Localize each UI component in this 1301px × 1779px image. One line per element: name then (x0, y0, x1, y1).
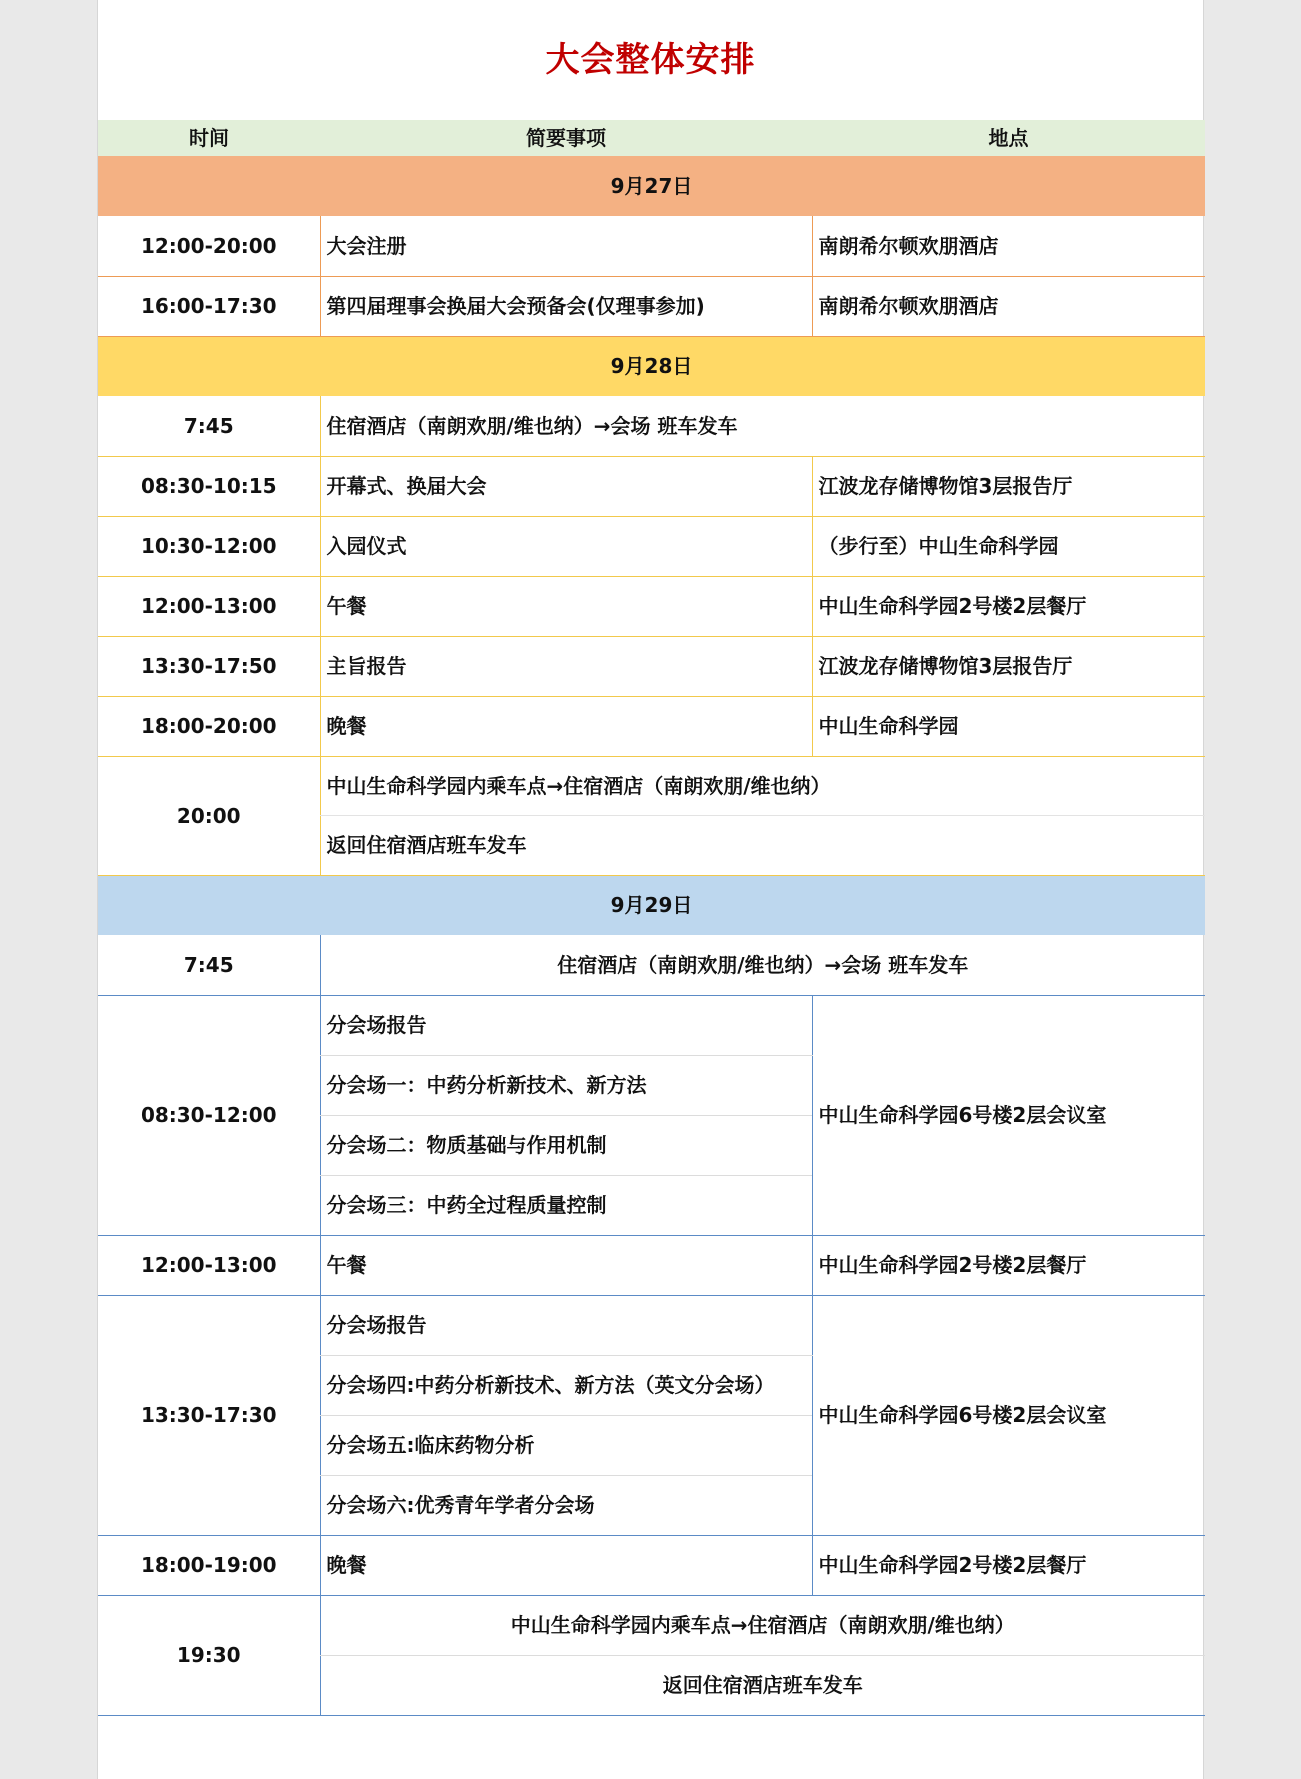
table-row (98, 516, 1205, 576)
page-title: 大会整体安排 (545, 40, 756, 80)
date-label: 9月29日 (98, 875, 1205, 935)
row-item-line: 中山生命科学园内乘车点→住宿酒店（南朗欢朋/维也纳） (320, 1595, 1205, 1655)
row-item-line: 返回住宿酒店班车发车 (320, 815, 1205, 875)
row-location: 中山生命科学园2号楼2层餐厅 (812, 1235, 1205, 1295)
row-location: 江波龙存储博物馆3层报告厅 (812, 636, 1205, 696)
row-item-line: 分会场六:优秀青年学者分会场 (320, 1475, 812, 1535)
row-location: 南朗希尔顿欢朋酒店 (812, 276, 1205, 336)
row-item: 午餐 (320, 1235, 812, 1295)
schedule-table (98, 120, 1205, 1716)
table-row (98, 756, 1205, 815)
date-row (98, 875, 1205, 935)
row-location: 中山生命科学园6号楼2层会议室 (812, 1295, 1205, 1535)
row-time: 19:30 (98, 1595, 320, 1715)
row-time: 7:45 (98, 935, 320, 995)
row-item: 晚餐 (320, 696, 812, 756)
row-time: 12:00-13:00 (98, 576, 320, 636)
row-item: 第四届理事会换届大会预备会(仅理事参加) (320, 276, 812, 336)
row-time: 7:45 (98, 396, 320, 456)
row-item-line: 分会场五:临床药物分析 (320, 1415, 812, 1475)
table-row (98, 576, 1205, 636)
row-time: 08:30-10:15 (98, 456, 320, 516)
row-item: 午餐 (320, 576, 812, 636)
schedule-page (97, 0, 1204, 1779)
header-location: 地点 (812, 120, 1205, 156)
row-item-line: 分会场一：中药分析新技术、新方法 (320, 1055, 812, 1115)
row-time: 12:00-20:00 (98, 216, 320, 276)
row-time: 13:30-17:30 (98, 1295, 320, 1535)
row-time: 13:30-17:50 (98, 636, 320, 696)
date-row (98, 336, 1205, 396)
row-location: （步行至）中山生命科学园 (812, 516, 1205, 576)
header-item: 简要事项 (320, 120, 812, 156)
date-label: 9月27日 (98, 156, 1205, 216)
table-row (98, 935, 1205, 995)
row-item-line: 中山生命科学园内乘车点→住宿酒店（南朗欢朋/维也纳） (320, 756, 1205, 815)
table-row (98, 696, 1205, 756)
row-item: 晚餐 (320, 1535, 812, 1595)
row-item: 主旨报告 (320, 636, 812, 696)
table-row (98, 995, 1205, 1055)
row-location: 中山生命科学园 (812, 696, 1205, 756)
row-item: 入园仪式 (320, 516, 812, 576)
row-time: 08:30-12:00 (98, 995, 320, 1235)
row-item-line: 分会场四:中药分析新技术、新方法（英文分会场） (320, 1355, 812, 1415)
row-time: 20:00 (98, 756, 320, 875)
table-row (98, 396, 1205, 456)
table-row (98, 276, 1205, 336)
row-time: 18:00-19:00 (98, 1535, 320, 1595)
table-row (98, 1235, 1205, 1295)
table-row (98, 216, 1205, 276)
row-item-line: 分会场报告 (320, 1295, 812, 1355)
row-item: 住宿酒店（南朗欢朋/维也纳）→会场 班车发车 (320, 396, 1205, 456)
table-row (98, 456, 1205, 516)
row-location: 南朗希尔顿欢朋酒店 (812, 216, 1205, 276)
row-item-line: 分会场三：中药全过程质量控制 (320, 1175, 812, 1235)
row-item: 大会注册 (320, 216, 812, 276)
row-time: 18:00-20:00 (98, 696, 320, 756)
row-item-line: 分会场二：物质基础与作用机制 (320, 1115, 812, 1175)
row-location: 中山生命科学园2号楼2层餐厅 (812, 576, 1205, 636)
row-item-line: 分会场报告 (320, 995, 812, 1055)
row-item: 住宿酒店（南朗欢朋/维也纳）→会场 班车发车 (320, 935, 1205, 995)
row-location: 中山生命科学园2号楼2层餐厅 (812, 1535, 1205, 1595)
table-row (98, 1295, 1205, 1355)
table-row (98, 1535, 1205, 1595)
row-time: 12:00-13:00 (98, 1235, 320, 1295)
table-header (98, 120, 1205, 156)
row-location: 江波龙存储博物馆3层报告厅 (812, 456, 1205, 516)
header-time: 时间 (98, 120, 320, 156)
date-label: 9月28日 (98, 336, 1205, 396)
row-time: 10:30-12:00 (98, 516, 320, 576)
row-item-line: 返回住宿酒店班车发车 (320, 1655, 1205, 1715)
table-row (98, 636, 1205, 696)
row-location: 中山生命科学园6号楼2层会议室 (812, 995, 1205, 1235)
row-time: 16:00-17:30 (98, 276, 320, 336)
table-row (98, 1595, 1205, 1655)
row-item: 开幕式、换届大会 (320, 456, 812, 516)
date-row (98, 156, 1205, 216)
